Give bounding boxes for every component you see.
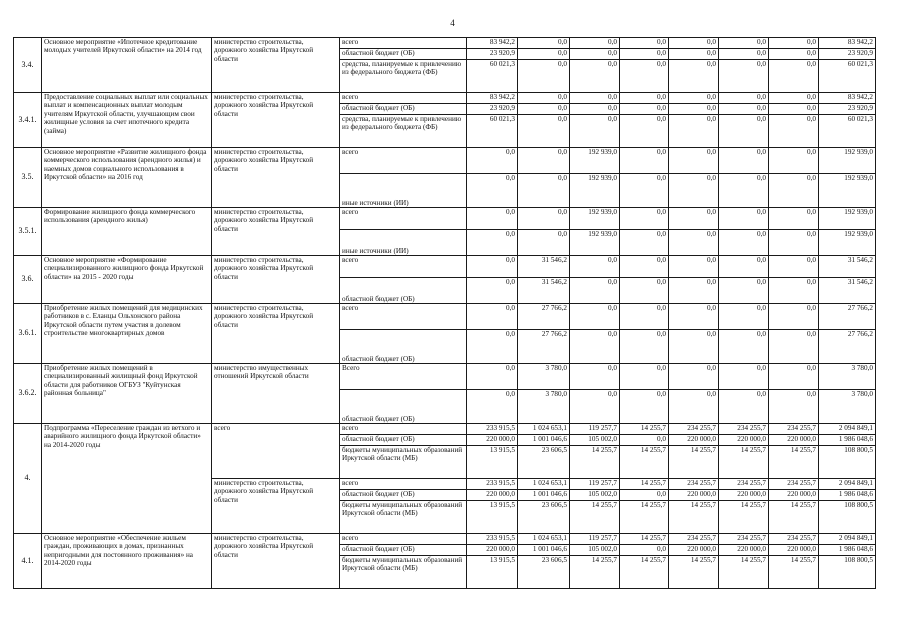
year-value: 234 255,7	[669, 534, 719, 545]
table-row	[14, 256, 876, 278]
row-code: 3.5.1.	[14, 208, 42, 256]
funding-source: областной бюджет (ОБ)	[340, 390, 467, 424]
funding-source: всего	[340, 304, 467, 330]
year-value: 0,0	[518, 60, 570, 93]
year-value: 0,0	[620, 93, 669, 104]
year-value: 0,0	[719, 390, 769, 424]
year-value: 192 939,0	[570, 174, 620, 208]
year-value: 0,0	[719, 49, 769, 60]
executor: министерство строительства, дорожного хозяйства Иркутской области	[212, 208, 340, 256]
year-value: 234 255,7	[769, 479, 819, 490]
year-value: 0,0	[467, 330, 518, 364]
year-value: 14 255,7	[769, 556, 819, 589]
funding-source: иные источники (ИИ)	[340, 174, 467, 208]
year-value: 220 000,0	[719, 435, 769, 446]
executor: всего	[212, 424, 340, 479]
year-value: 14 255,7	[570, 556, 620, 589]
year-value: 220 000,0	[669, 435, 719, 446]
year-value: 0,0	[669, 330, 719, 364]
year-value: 0,0	[570, 278, 620, 304]
year-value: 234 255,7	[719, 534, 769, 545]
year-value: 14 255,7	[719, 501, 769, 534]
year-value: 0,0	[769, 60, 819, 93]
year-value: 27 766,2	[518, 330, 570, 364]
year-value: 192 939,0	[570, 230, 620, 256]
year-value: 0,0	[769, 208, 819, 230]
year-value: 14 255,7	[769, 446, 819, 479]
measure-name: Формирование жилищного фонда коммерческого использования (арендного жилья)	[42, 208, 212, 256]
year-value: 0,0	[620, 435, 669, 446]
year-value: 14 255,7	[620, 556, 669, 589]
year-value: 0,0	[620, 174, 669, 208]
year-value: 0,0	[518, 148, 570, 174]
year-value: 13 915,5	[467, 446, 518, 479]
year-value: 234 255,7	[769, 534, 819, 545]
funding-source: областной бюджет (ОБ)	[340, 490, 467, 501]
year-value: 0,0	[769, 364, 819, 390]
year-value: 0,0	[769, 174, 819, 208]
year-value: 0,0	[518, 38, 570, 49]
year-value: 0,0	[669, 49, 719, 60]
year-value: 0,0	[518, 230, 570, 256]
year-value: 23 606,5	[518, 501, 570, 534]
year-value: 1 001 046,6	[518, 545, 570, 556]
total-value: 3 780,0	[819, 364, 876, 390]
year-value: 192 939,0	[570, 208, 620, 230]
year-value: 83 942,2	[467, 93, 518, 104]
executor: министерство строительства, дорожного хозяйства Иркутской области	[212, 148, 340, 208]
row-code: 3.6.1.	[14, 304, 42, 364]
total-value: 83 942,2	[819, 38, 876, 49]
total-value: 108 800,5	[819, 556, 876, 589]
year-value: 119 257,7	[570, 534, 620, 545]
funding-source: всего	[340, 424, 467, 435]
year-value: 220 000,0	[719, 545, 769, 556]
year-value: 0,0	[620, 38, 669, 49]
year-value: 23 606,5	[518, 556, 570, 589]
year-value: 119 257,7	[570, 424, 620, 435]
executor: министерство строительства, дорожного хозяйства Иркутской области	[212, 256, 340, 304]
year-value: 0,0	[769, 38, 819, 49]
measure-name: Приобретение жилых помещений для медицинских работников в с. Еланцы Ольхонского района Иркутской области путем участия в долевом строительстве многоквартирных домов	[42, 304, 212, 364]
year-value: 60 021,3	[467, 60, 518, 93]
year-value: 0,0	[467, 230, 518, 256]
year-value: 0,0	[769, 230, 819, 256]
year-value: 0,0	[719, 330, 769, 364]
executor: министерство строительства, дорожного хозяйства Иркутской области	[212, 304, 340, 364]
year-value: 0,0	[769, 49, 819, 60]
year-value: 0,0	[620, 390, 669, 424]
year-value: 83 942,2	[467, 38, 518, 49]
year-value: 0,0	[669, 38, 719, 49]
funding-source: иные источники (ИИ)	[340, 230, 467, 256]
year-value: 0,0	[467, 256, 518, 278]
year-value: 220 000,0	[669, 545, 719, 556]
total-value: 60 021,3	[819, 115, 876, 148]
year-value: 0,0	[719, 60, 769, 93]
year-value: 0,0	[570, 60, 620, 93]
year-value: 105 002,0	[570, 545, 620, 556]
year-value: 0,0	[669, 60, 719, 93]
year-value: 0,0	[669, 256, 719, 278]
year-value: 0,0	[620, 490, 669, 501]
year-value: 0,0	[620, 115, 669, 148]
year-value: 0,0	[570, 93, 620, 104]
year-value: 0,0	[769, 330, 819, 364]
year-value: 3 780,0	[518, 364, 570, 390]
total-value: 23 920,9	[819, 104, 876, 115]
row-code: 4.1.	[14, 534, 42, 589]
year-value: 0,0	[570, 304, 620, 330]
year-value: 0,0	[719, 278, 769, 304]
year-value: 0,0	[769, 390, 819, 424]
total-value: 83 942,2	[819, 93, 876, 104]
year-value: 1 001 046,6	[518, 490, 570, 501]
year-value: 0,0	[669, 230, 719, 256]
total-value: 108 800,5	[819, 501, 876, 534]
year-value: 234 255,7	[769, 424, 819, 435]
year-value: 0,0	[620, 278, 669, 304]
table-row	[14, 424, 876, 435]
year-value: 0,0	[719, 104, 769, 115]
year-value: 0,0	[467, 364, 518, 390]
row-code: 3.4.	[14, 38, 42, 93]
year-value: 0,0	[769, 148, 819, 174]
year-value: 0,0	[719, 304, 769, 330]
year-value: 0,0	[769, 93, 819, 104]
year-value: 0,0	[719, 364, 769, 390]
year-value: 0,0	[769, 115, 819, 148]
funding-table	[13, 37, 876, 589]
table-row	[14, 93, 876, 104]
year-value: 23 920,9	[467, 49, 518, 60]
total-value: 23 920,9	[819, 49, 876, 60]
year-value: 105 002,0	[570, 435, 620, 446]
total-value: 192 939,0	[819, 174, 876, 208]
funding-source: областной бюджет (ОБ)	[340, 278, 467, 304]
year-value: 0,0	[669, 208, 719, 230]
funding-source: областной бюджет (ОБ)	[340, 330, 467, 364]
year-value: 0,0	[719, 93, 769, 104]
year-value: 3 780,0	[518, 390, 570, 424]
year-value: 220 000,0	[467, 545, 518, 556]
funding-source: средства, планируемые к привлечению из федерального бюджета (ФБ)	[340, 115, 467, 148]
row-code: 4.	[14, 424, 42, 534]
year-value: 0,0	[467, 208, 518, 230]
year-value: 0,0	[620, 104, 669, 115]
year-value: 0,0	[570, 256, 620, 278]
year-value: 0,0	[669, 115, 719, 148]
year-value: 0,0	[719, 38, 769, 49]
total-value: 1 986 048,6	[819, 435, 876, 446]
year-value: 220 000,0	[769, 435, 819, 446]
year-value: 14 255,7	[570, 446, 620, 479]
funding-source: всего	[340, 38, 467, 49]
total-value: 192 939,0	[819, 148, 876, 174]
year-value: 233 915,5	[467, 534, 518, 545]
year-value: 0,0	[570, 38, 620, 49]
row-code: 3.5.	[14, 148, 42, 208]
funding-source: областной бюджет (ОБ)	[340, 49, 467, 60]
total-value: 31 546,2	[819, 256, 876, 278]
year-value: 0,0	[518, 174, 570, 208]
year-value: 14 255,7	[620, 534, 669, 545]
year-value: 0,0	[570, 115, 620, 148]
total-value: 2 094 849,1	[819, 424, 876, 435]
year-value: 13 915,5	[467, 501, 518, 534]
year-value: 1 024 653,1	[518, 479, 570, 490]
year-value: 0,0	[620, 304, 669, 330]
year-value: 60 021,3	[467, 115, 518, 148]
year-value: 0,0	[570, 364, 620, 390]
funding-source: всего	[340, 534, 467, 545]
year-value: 0,0	[719, 230, 769, 256]
year-value: 0,0	[467, 390, 518, 424]
year-value: 14 255,7	[719, 446, 769, 479]
year-value: 0,0	[518, 104, 570, 115]
funding-source: областной бюджет (ОБ)	[340, 435, 467, 446]
funding-source: средства, планируемые к привлечению из федерального бюджета (ФБ)	[340, 60, 467, 93]
year-value: 14 255,7	[669, 446, 719, 479]
measure-name: Основное мероприятие «Обеспечение жильем граждан, проживающих в домах, признанных непригодными для постоянного проживания» на 2014-2020 годы	[42, 534, 212, 589]
executor: министерство строительства, дорожного хозяйства Иркутской области	[212, 93, 340, 148]
funding-source: бюджеты муниципальных образований Иркутской области (МБ)	[340, 446, 467, 479]
year-value: 13 915,5	[467, 556, 518, 589]
year-value: 0,0	[620, 230, 669, 256]
executor: министерство имущественных отношений Иркутской области	[212, 364, 340, 424]
year-value: 0,0	[769, 304, 819, 330]
funding-source: областной бюджет (ОБ)	[340, 545, 467, 556]
year-value: 119 257,7	[570, 479, 620, 490]
total-value: 192 939,0	[819, 230, 876, 256]
year-value: 0,0	[620, 256, 669, 278]
year-value: 234 255,7	[719, 479, 769, 490]
total-value: 1 986 048,6	[819, 545, 876, 556]
year-value: 0,0	[719, 256, 769, 278]
executor: министерство строительства, дорожного хозяйства Иркутской области	[212, 479, 340, 534]
year-value: 220 000,0	[467, 490, 518, 501]
year-value: 0,0	[620, 364, 669, 390]
year-value: 0,0	[669, 278, 719, 304]
year-value: 0,0	[467, 304, 518, 330]
year-value: 234 255,7	[669, 479, 719, 490]
total-value: 27 766,2	[819, 330, 876, 364]
year-value: 14 255,7	[620, 501, 669, 534]
year-value: 0,0	[518, 208, 570, 230]
row-code: 3.6.2.	[14, 364, 42, 424]
year-value: 0,0	[467, 278, 518, 304]
funding-source: Всего	[340, 364, 467, 390]
year-value: 1 024 653,1	[518, 534, 570, 545]
year-value: 1 024 653,1	[518, 424, 570, 435]
funding-source: бюджеты муниципальных образований Иркутской области (МБ)	[340, 556, 467, 589]
year-value: 233 915,5	[467, 424, 518, 435]
year-value: 31 546,2	[518, 278, 570, 304]
measure-name: Основное мероприятие «Развитие жилищного фонда коммерческого использования (арендного жилья) и наемных домов социального использования в Иркутской области» на 2016 год	[42, 148, 212, 208]
total-value: 192 939,0	[819, 208, 876, 230]
year-value: 0,0	[518, 49, 570, 60]
year-value: 0,0	[669, 104, 719, 115]
year-value: 0,0	[518, 115, 570, 148]
year-value: 220 000,0	[467, 435, 518, 446]
funding-source: всего	[340, 479, 467, 490]
year-value: 14 255,7	[669, 501, 719, 534]
table-row	[14, 534, 876, 545]
year-value: 220 000,0	[669, 490, 719, 501]
year-value: 0,0	[669, 364, 719, 390]
year-value: 1 001 046,6	[518, 435, 570, 446]
year-value: 233 915,5	[467, 479, 518, 490]
year-value: 192 939,0	[570, 148, 620, 174]
year-value: 105 002,0	[570, 490, 620, 501]
year-value: 0,0	[570, 49, 620, 60]
year-value: 220 000,0	[769, 490, 819, 501]
measure-name: Основное мероприятие «Ипотечное кредитование молодых учителей Иркутской области» на 2014 год	[42, 38, 212, 93]
total-value: 27 766,2	[819, 304, 876, 330]
total-value: 1 986 048,6	[819, 490, 876, 501]
year-value: 0,0	[467, 148, 518, 174]
executor: министерство строительства, дорожного хозяйства Иркутской области	[212, 38, 340, 93]
year-value: 0,0	[467, 174, 518, 208]
year-value: 0,0	[570, 390, 620, 424]
measure-name: Приобретение жилых помещений в специализированный жилищный фонд Иркутской области для работников ОГБУЗ "Куйтунская районная больница"	[42, 364, 212, 424]
funding-source: бюджеты муниципальных образований Иркутской области (МБ)	[340, 501, 467, 534]
measure-name: Предоставление социальных выплат или социальных выплат и компенсационных выплат молодым учителям Иркутской области, улучшающим свои жилищные условия за счет ипотечного кредита (займа)	[42, 93, 212, 148]
year-value: 0,0	[518, 93, 570, 104]
measure-name: Основное мероприятие «Формирование специализированного жилищного фонда Иркутской области» на 2015 - 2020 годы	[42, 256, 212, 304]
year-value: 0,0	[669, 93, 719, 104]
year-value: 14 255,7	[719, 556, 769, 589]
year-value: 220 000,0	[769, 545, 819, 556]
executor: министерство строительства, дорожного хозяйства Иркутской области	[212, 534, 340, 589]
year-value: 0,0	[669, 148, 719, 174]
total-value: 2 094 849,1	[819, 534, 876, 545]
year-value: 0,0	[719, 174, 769, 208]
year-value: 14 255,7	[769, 501, 819, 534]
year-value: 220 000,0	[719, 490, 769, 501]
year-value: 0,0	[620, 208, 669, 230]
year-value: 14 255,7	[620, 424, 669, 435]
year-value: 0,0	[620, 60, 669, 93]
total-value: 108 800,5	[819, 446, 876, 479]
year-value: 0,0	[769, 104, 819, 115]
year-value: 0,0	[769, 256, 819, 278]
funding-source: всего	[340, 208, 467, 230]
table-row	[14, 364, 876, 390]
year-value: 14 255,7	[570, 501, 620, 534]
total-value: 2 094 849,1	[819, 479, 876, 490]
table-row	[14, 208, 876, 230]
total-value: 3 780,0	[819, 390, 876, 424]
table-row	[14, 38, 876, 49]
year-value: 23 606,5	[518, 446, 570, 479]
year-value: 0,0	[620, 330, 669, 364]
year-value: 0,0	[620, 148, 669, 174]
total-value: 31 546,2	[819, 278, 876, 304]
table-row	[14, 148, 876, 174]
year-value: 23 920,9	[467, 104, 518, 115]
funding-source: всего	[340, 148, 467, 174]
year-value: 0,0	[570, 104, 620, 115]
row-code: 3.6.	[14, 256, 42, 304]
year-value: 0,0	[620, 545, 669, 556]
funding-source: областной бюджет (ОБ)	[340, 104, 467, 115]
year-value: 14 255,7	[669, 556, 719, 589]
year-value: 234 255,7	[669, 424, 719, 435]
year-value: 234 255,7	[719, 424, 769, 435]
funding-source: всего	[340, 256, 467, 278]
year-value: 0,0	[719, 208, 769, 230]
year-value: 0,0	[669, 390, 719, 424]
year-value: 0,0	[570, 330, 620, 364]
row-code: 3.4.1.	[14, 93, 42, 148]
year-value: 0,0	[719, 115, 769, 148]
table-row	[14, 304, 876, 330]
year-value: 0,0	[669, 174, 719, 208]
total-value: 60 021,3	[819, 60, 876, 93]
year-value: 14 255,7	[620, 479, 669, 490]
year-value: 27 766,2	[518, 304, 570, 330]
funding-source: всего	[340, 93, 467, 104]
year-value: 31 546,2	[518, 256, 570, 278]
measure-name: Подпрограмма «Переселение граждан из ветхого и аварийного жилищного фонда Иркутской области» на 2014-2020 годы	[42, 424, 212, 534]
year-value: 14 255,7	[620, 446, 669, 479]
year-value: 0,0	[769, 278, 819, 304]
year-value: 0,0	[620, 49, 669, 60]
page-number: 4	[450, 18, 455, 28]
year-value: 0,0	[719, 148, 769, 174]
year-value: 0,0	[669, 304, 719, 330]
